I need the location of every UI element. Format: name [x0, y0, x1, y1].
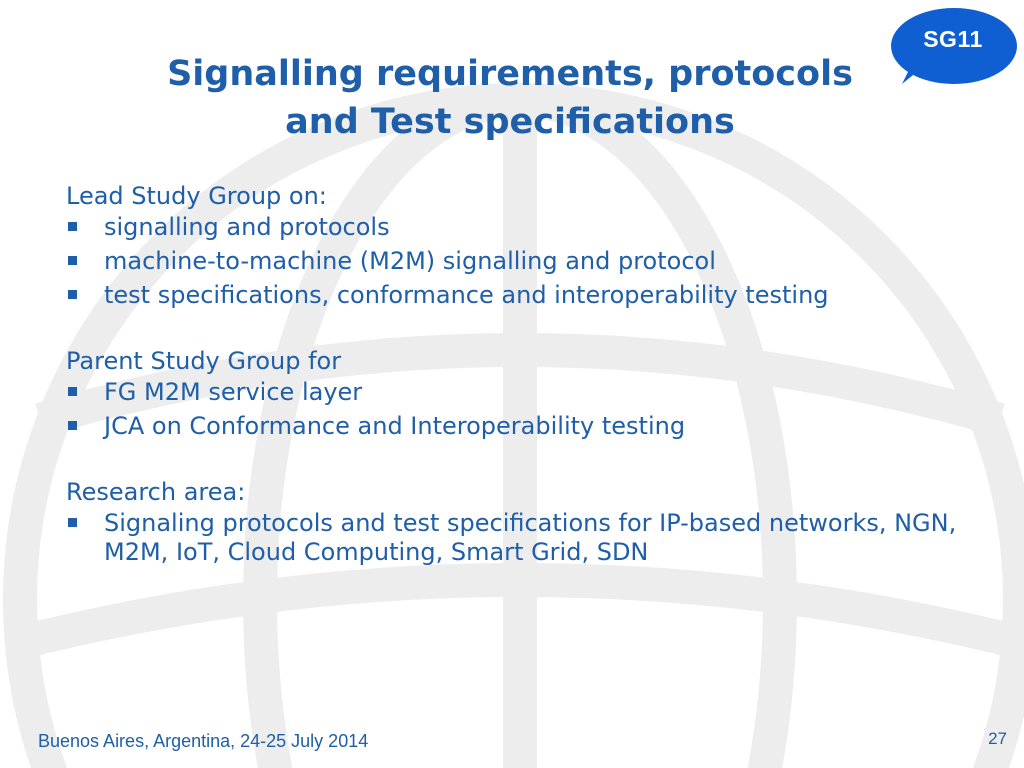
- slide-content: [66, 179, 966, 601]
- list-item: [66, 247, 966, 276]
- section-parent-study-group: [66, 344, 966, 441]
- list-item-text: FG M2M service layer: [104, 378, 363, 406]
- list-item: [66, 412, 966, 441]
- list-item-text: Signaling protocols and test specifications for IP-based networks, NGN, M2M, IoT, Cloud Computing, Smart Grid, SDN: [104, 509, 957, 566]
- page-number: 27: [988, 729, 1007, 748]
- bullet-list: [66, 378, 966, 441]
- section-heading: Research area:: [66, 478, 246, 506]
- list-item: [66, 378, 966, 407]
- section-lead-study-group: [66, 179, 966, 310]
- list-item: [66, 213, 966, 242]
- list-item: [66, 509, 966, 567]
- bullet-list: [66, 509, 966, 567]
- square-bullet-icon: [68, 222, 77, 231]
- sg11-badge-label: SG11: [923, 26, 983, 52]
- list-item-text: signalling and protocols: [104, 213, 390, 241]
- slide-title-line-1: Signalling requirements, protocols: [167, 54, 853, 94]
- square-bullet-icon: [68, 290, 77, 299]
- list-item: [66, 281, 966, 310]
- list-item-text: test specifications, conformance and interoperability testing: [104, 281, 829, 309]
- square-bullet-icon: [68, 387, 77, 396]
- square-bullet-icon: [68, 421, 77, 430]
- list-item-text: machine-to-machine (M2M) signalling and protocol: [104, 247, 716, 275]
- bullet-list: [66, 213, 966, 310]
- slide-title: [60, 50, 960, 146]
- section-heading: Lead Study Group on:: [66, 182, 327, 210]
- square-bullet-icon: [68, 518, 77, 527]
- square-bullet-icon: [68, 256, 77, 265]
- section-research-area: [66, 475, 966, 567]
- slide-title-line-2: and Test specifications: [285, 102, 735, 142]
- section-heading: Parent Study Group for: [66, 347, 342, 375]
- list-item-text: JCA on Conformance and Interoperability testing: [104, 412, 686, 440]
- footer-event-info: Buenos Aires, Argentina, 24-25 July 2014: [38, 731, 369, 751]
